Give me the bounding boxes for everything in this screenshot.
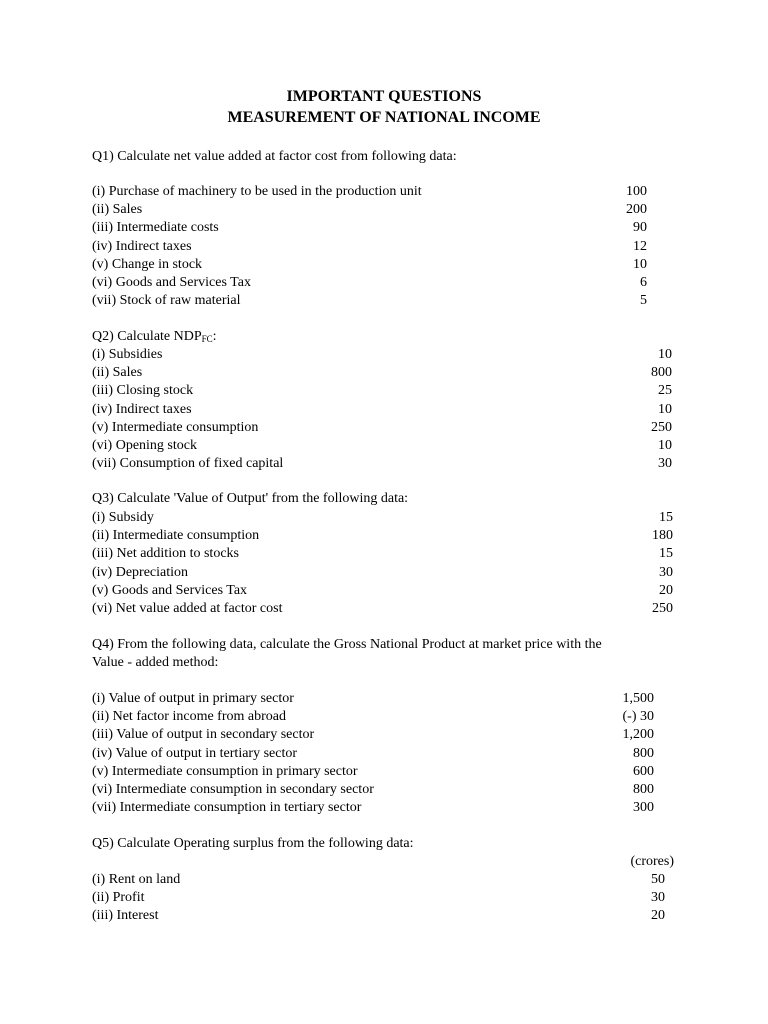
item-value: 12 [633,238,647,254]
item-value: 600 [633,763,654,779]
item-label: (vi) Goods and Services Tax [92,275,251,290]
item-value: 6 [640,275,647,290]
item-value: 5 [640,293,647,309]
item-label: (v) Change in stock [92,256,203,272]
item-label: (vi) Opening stock [92,438,197,453]
item-value: 250 [652,601,673,616]
item-value: 800 [633,782,654,797]
item-label: (iii) Interest [92,908,159,924]
item-label: (iv) Value of output in tertiary sector [92,745,298,761]
item-value: 800 [651,365,672,381]
item-label: (iii) Net addition to stocks [92,546,239,562]
item-value: 10 [658,401,672,417]
item-label: (iii) Value of output in secondary sector [92,727,315,743]
item-value: 800 [633,745,654,761]
item-value: 90 [633,220,647,236]
item-value: 10 [633,256,647,272]
item-value: 10 [658,438,672,453]
item-label: (vi) Net value added at factor cost [92,601,283,616]
item-value: 15 [659,546,673,562]
item-value: 200 [626,202,647,218]
item-value: 100 [626,184,647,199]
item-label: (v) Intermediate consumption in primary sector [92,763,358,779]
item-value: 10 [658,347,672,362]
item-value: 1,200 [622,727,654,743]
item-value: 25 [658,383,672,399]
item-label: (i) Subsidy [92,510,154,525]
question-4-line-1: Q4) From the following data, calculate the Gross National Product at market price with the [92,637,602,652]
item-label: (i) Value of output in primary sector [92,691,294,706]
question-2-suffix: : [212,329,217,344]
item-value: 30 [651,890,665,906]
item-label: (vi) Intermediate consumption in secondary sector [92,782,374,797]
page-subtitle: MEASUREMENT OF NATIONAL INCOME [227,109,541,126]
item-value: 20 [659,582,673,598]
item-label: (ii) Profit [92,890,145,906]
item-label: (v) Intermediate consumption [92,419,259,435]
item-value: 300 [633,800,654,816]
item-value: 20 [651,908,665,924]
item-label: (ii) Sales [92,365,143,381]
question-5: Q5) Calculate Operating surplus from the following data: [92,836,414,851]
item-label: (iv) Indirect taxes [92,401,192,417]
item-label: (v) Goods and Services Tax [92,582,248,598]
unit-label: (crores) [630,854,674,869]
item-label: (vii) Consumption of fixed capital [92,456,284,472]
question-3: Q3) Calculate 'Value of Output' from the following data: [92,491,409,506]
item-value: (-) 30 [622,709,654,725]
item-label: (iv) Indirect taxes [92,238,192,254]
item-value: 30 [659,564,673,580]
item-value: 30 [658,456,672,472]
question-1: Q1) Calculate net value added at factor cost from following data: [92,149,457,164]
item-label: (vii) Stock of raw material [92,293,241,309]
item-label: (iii) Closing stock [92,383,194,399]
question-4-line-2: Value - added method: [92,655,219,670]
item-label: (i) Rent on land [92,872,181,887]
item-label: (vii) Intermediate consumption in tertiary sector [92,800,362,816]
item-label: (ii) Sales [92,202,143,218]
item-label: (ii) Intermediate consumption [92,528,260,544]
item-value: 1,500 [622,691,654,706]
question-2-subscript: FC [201,334,213,344]
item-value: 180 [652,528,673,544]
item-value: 250 [651,419,672,435]
item-label: (ii) Net factor income from abroad [92,709,286,725]
item-value: 15 [659,510,673,525]
question-2-text: Q2) Calculate NDP [92,329,202,344]
item-value: 50 [651,872,665,887]
item-label: (iii) Intermediate costs [92,220,219,236]
item-label: (iv) Depreciation [92,564,189,580]
item-label: (i) Purchase of machinery to be used in the production unit [92,184,422,199]
question-2 [92,328,217,346]
page-title: IMPORTANT QUESTIONS [286,88,482,105]
item-label: (i) Subsidies [92,347,163,362]
